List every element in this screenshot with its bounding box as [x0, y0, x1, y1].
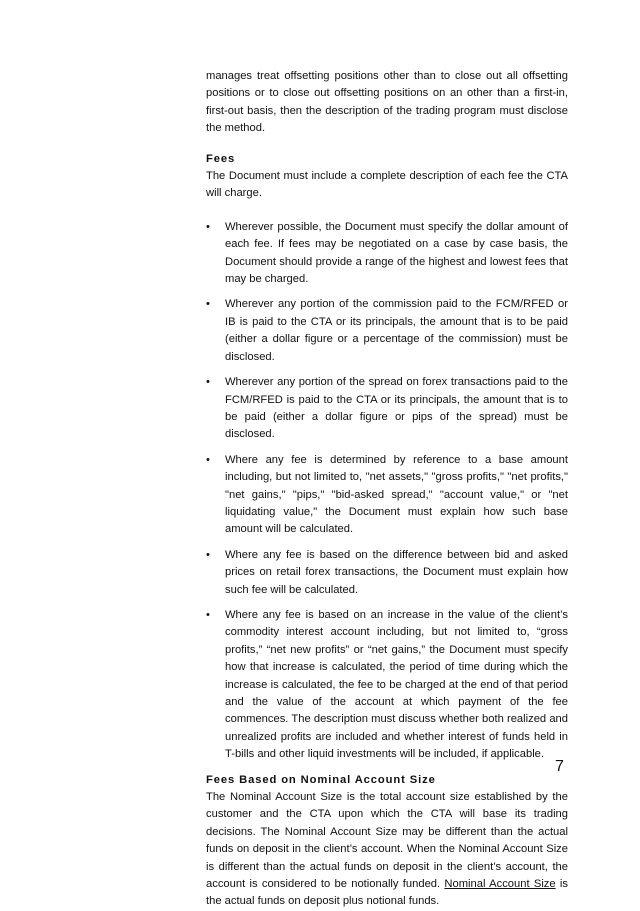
list-item-text: Wherever possible, the Document must specify the dollar amount of each fee. If fees may be negotiated on a case by case basis, the Document should provide a range of the highest and lowest fees that may be charged.: [225, 220, 568, 286]
fees-heading: Fees: [206, 152, 236, 165]
list-item: [206, 607, 568, 764]
nominal-text-before: The Nominal Account Size is the total account size established by the customer and the CTA upon which the CTA will base its trading decisions. The Nominal Account Size may be different than the actual funds on deposit in the client’s account. When the Nominal Account Size is different than the actual funds on deposit in the client’s account, the account is considered to be notionally funded.: [206, 791, 568, 891]
bullet-icon: •: [206, 453, 210, 466]
list-item-text: Wherever any portion of the commission paid to the FCM/RFED or IB is paid to the CTA or its principals, the amount that is to be paid (either a dollar figure or a percentage of the commission) must be disclosed.: [225, 298, 568, 363]
fees-bullet-list: [206, 219, 568, 764]
list-item: [206, 219, 568, 289]
bullet-icon: •: [206, 376, 210, 389]
list-item-text: Where any fee is based on the difference between bid and asked prices on retail forex transactions, the Document must explain how such fee will be calculated.: [225, 548, 568, 596]
list-item-text: Wherever any portion of the spread on forex transactions paid to the FCM/RFED is paid to the CTA or its principals, the amount that is to be paid (either a dollar figure or pips of the spread) must be disclosed.: [225, 376, 568, 441]
page-number: 7: [555, 758, 564, 775]
bullet-icon: •: [206, 608, 210, 621]
list-item: [206, 452, 568, 539]
nominal-underlined-term: Nominal Account Size: [444, 878, 556, 891]
intro-paragraph: manages treat offsetting positions other than to close out all offsetting positions or to close out offsetting positions on an other than a first-in, first-out basis, then the description of the trading program must disclose the method.: [206, 70, 568, 135]
list-item: [206, 374, 568, 444]
nominal-account-paragraph: [206, 789, 568, 911]
nominal-text-after: is the actual funds on deposit plus notional funds.: [206, 878, 568, 908]
list-item-text: Where any fee is based on an increase in the value of the client’s commodity interest account including, but not limited to, “gross profits,” “net new profits” or “net gains,” the Document must specify how that increase is calculated, the period of time during which the increase is calculated, the fee to be charged at the end of that period and the value of the account at which payment of the fee commences. The description must discuss whether both realized and unrealized profits are included and whether interest of funds held in T-bills and other liquid investments will be included, if applicable.: [225, 608, 568, 761]
list-item: [206, 296, 568, 366]
bullet-icon: •: [206, 298, 210, 311]
list-item-text: Where any fee is determined by reference to a base amount including, but not limited to, "net assets," "gross profits," "net profits," "net gains," "pips," "bid-asked spread," "account value," or "net liquidating value," the Document must explain how such base amount will be calculated.: [225, 453, 568, 536]
fees-intro: The Document must include a complete description of each fee the CTA will charge.: [206, 170, 568, 200]
nominal-account-heading: Fees Based on Nominal Account Size: [206, 773, 436, 786]
bullet-icon: •: [206, 220, 210, 233]
list-item: [206, 547, 568, 599]
document-page: [206, 68, 568, 911]
bullet-icon: •: [206, 548, 210, 561]
